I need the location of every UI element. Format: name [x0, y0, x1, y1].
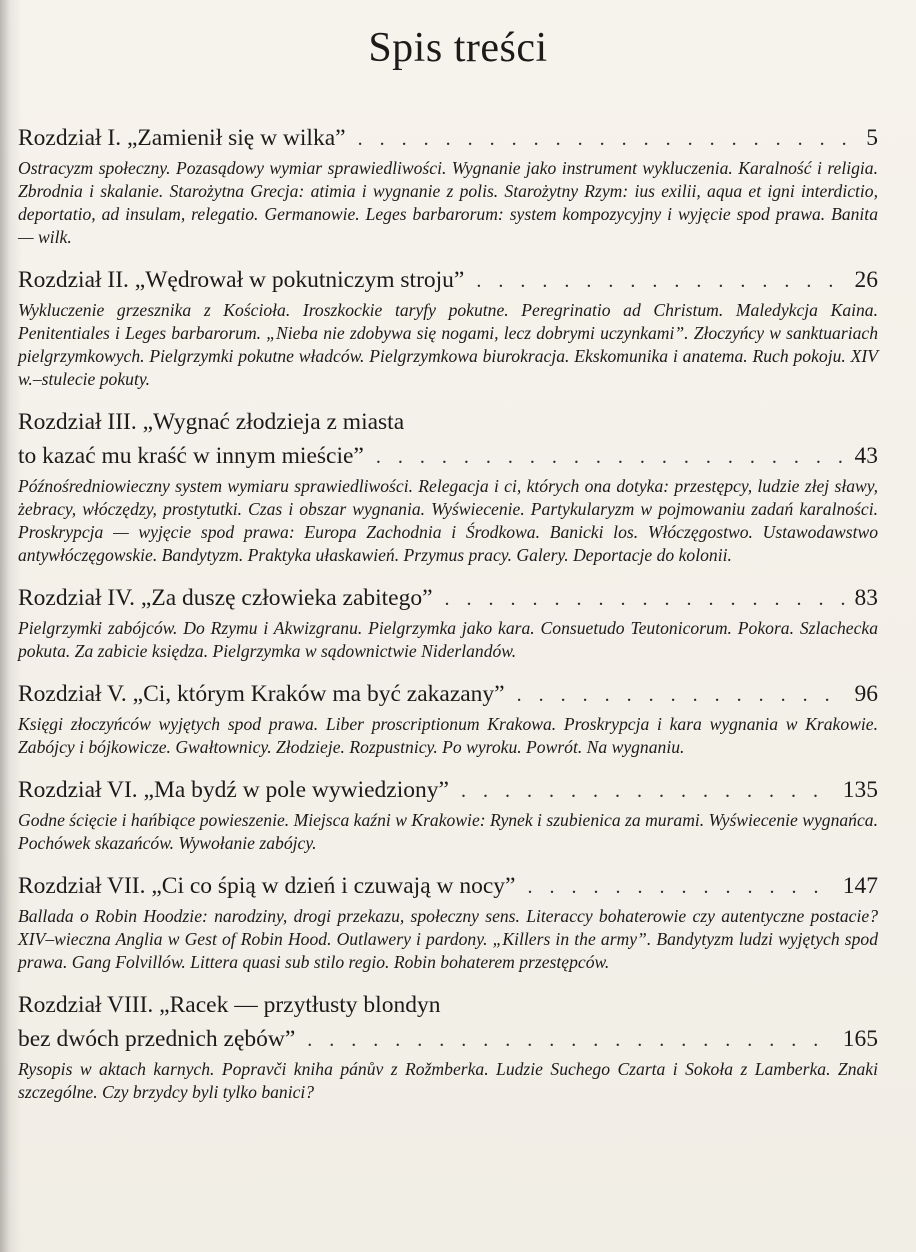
chapter-title: Rozdział VI. „Ma bydź w pole wywiedziony” [18, 777, 449, 803]
toc-entry-chapter-4 [18, 581, 878, 663]
page-number: 83 [854, 585, 878, 611]
dot-leader [476, 264, 844, 298]
chapter-title: Rozdział I. „Zamienił się w wilka” [18, 125, 346, 151]
chapter-title: bez dwóch przednich zębów” [18, 1026, 296, 1052]
page-number: 147 [842, 873, 878, 899]
chapter-summary: Późnośredniowieczny system wymiaru sprawiedliwości. Relegacja i ci, których ona dotyka: przestępcy, ludzie złej sławy, żebracy, włóczędzy, prostytutki. Czas i obszar wygnania. Wyświecenie. Partykularyzm w pojmowaniu zadań karalności. Proskrypcja — wyjęcie spod prawa: Europa Zachodnia i Środkowa. Banicki los. Włóczęgostwo. Ustawodawstwo antywłóczęgowskie. Bandytyzm. Praktyka ułaskawień. Przymus pracy. Galery. Deportacje do kolonii. [18, 476, 878, 565]
page-title: Spis treści [368, 25, 548, 71]
chapter-title: Rozdział VII. „Ci co śpią w dzień i czuwają w nocy” [18, 873, 516, 899]
chapter-heading-line [18, 677, 878, 712]
chapter-summary: Pielgrzymki zabójców. Do Rzymu i Akwizgranu. Pielgrzymka jako kara. Consuetudo Teutonicorum. Pokora. Szlachecka pokuta. Za zabicie księdza. Pielgrzymka w sądownictwie Niderlandów. [18, 618, 878, 661]
chapter-heading-line [18, 581, 878, 616]
toc-entry-chapter-1 [18, 121, 878, 249]
chapter-title: Rozdział V. „Ci, którym Kraków ma być zakazany” [18, 681, 505, 707]
toc-entry-chapter-8 [18, 988, 878, 1104]
page-number: 26 [854, 267, 878, 293]
chapter-summary: Księgi złoczyńców wyjętych spod prawa. Liber proscriptionum Krakowa. Proskrypcja i kara wygnania w Krakowie. Zabójcy i bójkowicze. Gwałtownicy. Złodzieje. Rozpustnicy. Po wyroku. Powrót. Na wygnaniu. [18, 714, 878, 757]
page-number: 43 [854, 443, 878, 469]
dot-leader [358, 122, 857, 156]
toc-entry-chapter-3 [18, 405, 878, 567]
page-number: 135 [842, 777, 878, 803]
chapter-title: Rozdział II. „Wędrował w pokutniczym stroju” [18, 267, 465, 293]
chapter-heading-line [18, 869, 878, 904]
chapter-summary: Wykluczenie grzesznika z Kościoła. Iroszkockie taryfy pokutne. Peregrinatio ad Christum. Maledykcja Kaina. Penitentiales i Leges barbarorum. „Nieba nie zdobywa się nogami, lecz dobrymi uczynkami”. Złoczyńcy w sanktuariach pielgrzymkowych. Pielgrzymki pokutne władców. Pielgrzymkowa biurokracja. Ekskomunika i anatema. Ruch pokoju. XIV w.–stulecie pokuty. [18, 300, 878, 389]
chapter-title-first-line: Rozdział VIII. „Racek — przytłusty blondyn [18, 992, 441, 1018]
toc-entry-chapter-6 [18, 773, 878, 855]
table-of-contents [18, 121, 878, 1118]
chapter-title: to kazać mu kraść w innym mieście” [18, 443, 364, 469]
toc-entry-chapter-7 [18, 869, 878, 974]
toc-entry-chapter-2 [18, 263, 878, 391]
chapter-summary: Rysopis w aktach karnych. Popravči kniha pánův z Rožmberka. Ludzie Suchego Czarta i Sokoła z Lamberka. Znaki szczególne. Czy brzydcy byli tylko banici? [18, 1059, 878, 1102]
chapter-heading-line [18, 121, 878, 156]
dot-leader [517, 678, 845, 712]
chapter-heading-line [18, 439, 878, 474]
page-number: 5 [866, 125, 878, 151]
chapter-heading-line [18, 263, 878, 298]
chapter-title: Rozdział IV. „Za duszę człowieka zabitego” [18, 585, 433, 611]
chapter-summary: Ballada o Robin Hoodzie: narodziny, drogi przekazu, społeczny sens. Literaccy bohaterowie czy autentyczne postacie? XIV–wieczna Anglia w Gest of Robin Hood. Outlawery i pardony. „Killers in the army”. Bandytyzm ludzi wyjętych spod prawa. Gang Folvillów. Littera quasi sub stilo regio. Robin bohaterem przestępców. [18, 906, 878, 972]
chapter-title-first-line: Rozdział III. „Wygnać złodzieja z miasta [18, 409, 405, 435]
chapter-summary: Godne ścięcie i hańbiące powieszenie. Miejsca kaźni w Krakowie: Rynek i szubienica za murami. Wyświecenie wygnańca. Pochówek skazańców. Wywołanie zabójcy. [18, 810, 878, 853]
dot-leader [527, 870, 832, 904]
page-number: 96 [854, 681, 878, 707]
dot-leader [376, 440, 845, 474]
dot-leader [445, 582, 845, 616]
chapter-heading-line [18, 1022, 878, 1057]
dot-leader [461, 774, 833, 808]
page-number: 165 [842, 1026, 878, 1052]
chapter-summary: Ostracyzm społeczny. Pozasądowy wymiar sprawiedliwości. Wygnanie jako instrument wykluczenia. Karalność i religia. Zbrodnia i skalanie. Starożytna Grecja: atimia i wygnanie z polis. Starożytny Rzym: ius exilii, aqua et igni interdictio, deportatio, ad insulam, relegatio. Germanowie. Leges barbarorum: system kompozycyjny i wyjęcie spod prawa. Banita — wilk. [18, 158, 878, 247]
dot-leader [307, 1023, 832, 1057]
chapter-heading-line [18, 773, 878, 808]
toc-entry-chapter-5 [18, 677, 878, 759]
